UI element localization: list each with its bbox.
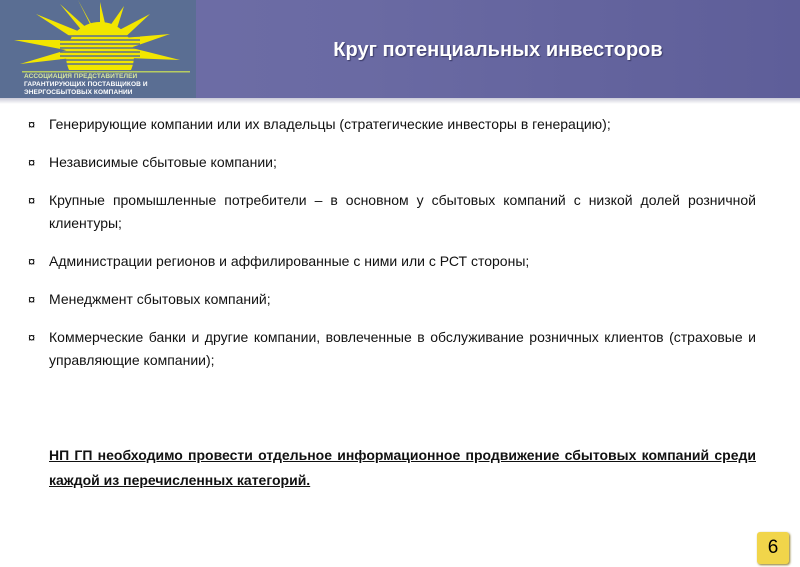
list-item <box>28 113 756 136</box>
bullet-marker-icon: ¤ <box>28 117 36 132</box>
slide-title: Круг потенциальных инвесторов <box>333 39 663 61</box>
list-item-text: Коммерческие банки и другие компании, вовлеченные в обслуживание розничных клиентов (страховые и управляющие компании); <box>49 329 756 368</box>
list-item <box>28 288 756 311</box>
page-number-badge <box>757 532 789 564</box>
logo-text-line-2: ГАРАНТИРУЮЩИХ ПОСТАВЩИКОВ И <box>24 81 148 88</box>
header-separator <box>0 98 800 104</box>
list-item <box>28 151 756 174</box>
logo-text-line-3: ЭНЕРГОСБЫТОВЫХ КОМПАНИЙ <box>24 89 133 96</box>
bullet-marker-icon: ¤ <box>28 292 36 307</box>
logo-text-line-1: АССОЦИАЦИЯ ПРЕДСТАВИТЕЛЕЙ <box>24 73 138 80</box>
list-item <box>28 326 756 372</box>
list-item-text: Независимые сбытовые компании; <box>49 154 277 170</box>
list-item <box>28 189 756 235</box>
investor-list <box>28 113 756 387</box>
bullet-marker-icon: ¤ <box>28 155 36 170</box>
page-number: 6 <box>767 537 779 558</box>
bullet-marker-icon: ¤ <box>28 330 36 345</box>
header-bar <box>0 0 800 98</box>
conclusion-text: НП ГП необходимо провести отдельное информационное продвижение сбытовых компаний среди каждой из перечисленных категорий. <box>49 447 756 488</box>
logo <box>0 0 196 98</box>
list-item <box>28 250 756 273</box>
bullet-marker-icon: ¤ <box>28 254 36 269</box>
bullet-marker-icon: ¤ <box>28 193 36 208</box>
list-item-text: Крупные промышленные потребители – в основном у сбытовых компаний с низкой долей розничной клиентуры; <box>49 192 756 231</box>
list-item-text: Генерирующие компании или их владельцы (стратегические инвесторы в генерацию); <box>49 116 611 132</box>
list-item-text: Администрации регионов и аффилированные с ними или с РСТ стороны; <box>49 253 530 269</box>
list-item-text: Менеджмент сбытовых компаний; <box>49 291 271 307</box>
